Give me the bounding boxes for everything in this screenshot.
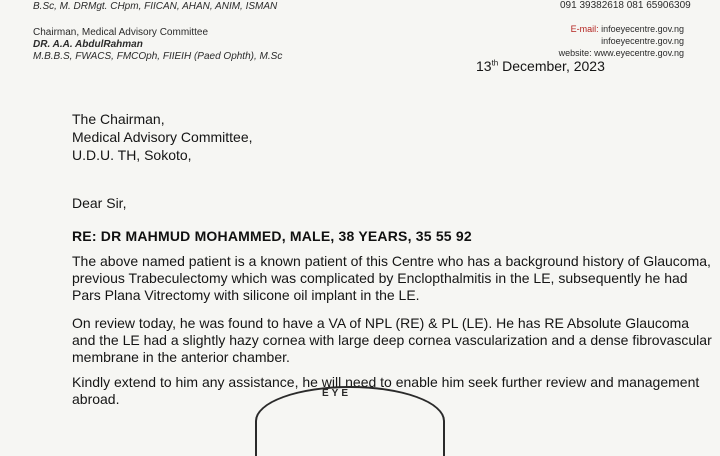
email-address: infoeyecentre.gov.ng (601, 24, 684, 34)
chairman-name: DR. A.A. AbdulRahman (33, 39, 143, 50)
subject-line: RE: DR MAHMUD MOHAMMED, MALE, 38 YEARS, 35 55 92 (72, 228, 472, 244)
chairman-qualifications: M.B.B.S, FWACS, FMCOph, FIIEIH (Paed Ophth), M.Sc (33, 51, 283, 62)
chairman-title: Chairman, Medical Advisory Committee (33, 27, 209, 38)
website: website: www.eyecentre.gov.ng (558, 48, 684, 58)
date-suffix: th (491, 58, 499, 68)
email-label: E-mail: (570, 24, 599, 34)
email-line (571, 24, 684, 35)
stamp-text: EYE (322, 388, 352, 399)
paragraph-1: The above named patient is a known patient of this Centre who has a background history of Glaucoma, previous Trabeculectomy which was complicated by Enclopthalmitis in the LE, subsequently he had Pars Plana Vitrectomy with silicone oil implant in the LE. (72, 253, 711, 303)
date-rest: December, 2023 (498, 58, 605, 74)
salutation: Dear Sir, (72, 195, 127, 211)
recipient-line-2: Medical Advisory Committee, (72, 129, 253, 145)
date-day: 13 (476, 58, 492, 74)
recipient-line-1: The Chairman, (72, 111, 165, 127)
qualifications-top: B.Sc, M. DRMgt. CHpm, FIICAN, AHAN, ANIM, ISMAN (33, 1, 278, 12)
letter-date (476, 58, 605, 74)
paragraph-2: On review today, he was found to have a VA of NPL (RE) & PL (LE). He has RE Absolute Glaucoma and the LE had a slightly hazy cornea with large deep cornea vascularization and a dense fibrovascular membrane in the anterior chamber. (72, 315, 712, 365)
paragraph-3: Kindly extend to him any assistance, he will need to enable him seek further review and management abroad. (72, 374, 700, 407)
phone-numbers: 091 39382618 081 65906309 (560, 0, 691, 11)
email-address-2: infoeyecentre.gov.ng (601, 36, 684, 46)
recipient-line-3: U.D.U. TH, Sokoto, (72, 147, 192, 163)
